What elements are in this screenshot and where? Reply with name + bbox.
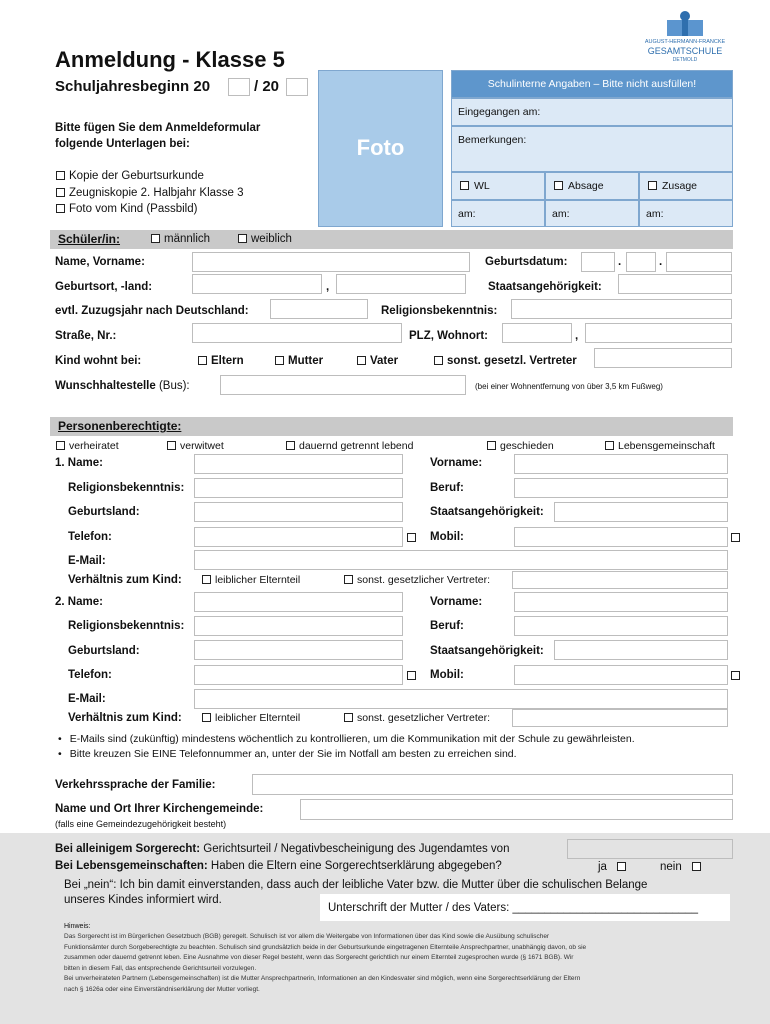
unterlage-foto[interactable]: Foto vom Kind (Passbild) (56, 203, 197, 215)
staatsang-label: Staatsangehörigkeit: (488, 281, 602, 293)
lebens-line (55, 860, 502, 872)
geburtsdatum-month[interactable] (626, 252, 656, 272)
wohnort-field[interactable] (585, 323, 732, 343)
p2-beruf-label: Beruf: (430, 620, 464, 632)
religion-field[interactable] (511, 299, 732, 319)
checkbox[interactable] (460, 181, 469, 190)
nein-checkbox[interactable] (692, 862, 701, 871)
plz-label: PLZ, Wohnort: (409, 330, 488, 342)
wl-am-cell[interactable]: am: (451, 200, 545, 227)
checkbox[interactable] (56, 441, 65, 450)
unterlage-geburtsurkunde[interactable]: Kopie der Geburtsurkunde (56, 170, 204, 182)
absage-am-cell[interactable]: am: (545, 200, 639, 227)
p2-verhaeltnis-label: Verhältnis zum Kind: (68, 712, 182, 724)
p1-leiblich[interactable]: leiblicher Elternteil (202, 574, 300, 586)
page-title: Anmeldung - Klasse 5 (55, 47, 285, 72)
p1-vorname-field[interactable] (514, 454, 728, 474)
logo-line-2: GESAMTSCHULE (647, 46, 723, 56)
wohnt-eltern[interactable]: Eltern (198, 355, 244, 367)
checkbox[interactable] (202, 575, 211, 584)
p2-vorname-field[interactable] (514, 592, 728, 612)
p1-religion-field[interactable] (194, 478, 403, 498)
zusage-am-cell[interactable]: am: (639, 200, 733, 227)
p1-name-field[interactable] (194, 454, 403, 474)
wohnt-mutter[interactable]: Mutter (275, 355, 323, 367)
checkbox[interactable] (554, 181, 563, 190)
p1-beruf-label: Beruf: (430, 482, 464, 494)
geburtsort-field[interactable] (192, 274, 322, 294)
unterschrift-box[interactable] (320, 894, 730, 921)
foto-label: Foto (356, 135, 405, 160)
strasse-label: Straße, Nr.: (55, 330, 117, 342)
nein-line-2: unseres Kindes informiert wird. (64, 894, 222, 906)
p1-geburtsland-field[interactable] (194, 502, 403, 522)
p2-name-field[interactable] (194, 592, 403, 612)
p2-mobil-checkbox[interactable] (731, 671, 740, 680)
schuljahr-field-2[interactable] (286, 78, 308, 96)
wunsch-note: (bei einer Wohnentfernung von über 3,5 km Fußweg) (475, 382, 663, 391)
geburtsdatum-year[interactable] (666, 252, 732, 272)
checkbox[interactable] (344, 575, 353, 584)
p1-vorname-label: Vorname: (430, 457, 483, 469)
wohnt-bei-label: Kind wohnt bei: (55, 355, 142, 367)
comma: , (575, 330, 579, 342)
checkbox[interactable] (56, 188, 65, 197)
gender-weiblich[interactable]: weiblich (238, 233, 292, 245)
geburtsort-label: Geburtsort, -land: (55, 281, 153, 293)
p2-email-label: E-Mail: (68, 693, 106, 705)
p1-mobil-field[interactable] (514, 527, 728, 547)
sprache-field[interactable] (252, 774, 733, 795)
status-verwitwet[interactable]: verwitwet (167, 440, 224, 452)
p2-beruf-field[interactable] (514, 616, 728, 636)
geburtsdatum-day[interactable] (581, 252, 615, 272)
nein-line-1: Bei „nein“: Ich bin damit einverstanden, dass auch der leibliche Vater bzw. die Mutter über die schulischen Belange (64, 879, 648, 891)
p1-vertreter-field[interactable] (512, 571, 728, 589)
foto-box[interactable] (318, 70, 443, 227)
date-dot: . (618, 256, 622, 268)
status-verheiratet[interactable]: verheiratet (56, 440, 119, 452)
hinweis-line: bitten in diesem Fall, das entsprechende Gerichtsurteil vorzulegen. (64, 964, 257, 972)
p1-religion-label: Religionsbekenntnis: (68, 482, 185, 494)
geburtsland-field[interactable] (336, 274, 466, 294)
religion-label: Religionsbekenntnis: (381, 305, 498, 317)
unterlage-zeugnis[interactable]: Zeugniskopie 2. Halbjahr Klasse 3 (56, 187, 244, 199)
geburtsdatum-label: Geburtsdatum: (485, 256, 568, 268)
checkbox[interactable] (151, 234, 160, 243)
p1-name-label: 1. Name: (55, 457, 103, 469)
p2-telefon-checkbox[interactable] (407, 671, 416, 680)
comma: , (326, 281, 330, 293)
zuzug-label: evtl. Zuzugsjahr nach Deutschland: (55, 305, 249, 317)
p1-mobil-checkbox[interactable] (731, 533, 740, 542)
hinweis-line: Bei unverheirateten Partnern (Lebensgemeinschaften) ist die Mutter Ansprechpartnerin, Informationen an den Kindesvater sind möglich, wenn eine Sorgerechtserklärung der Eltern (64, 975, 581, 982)
lebens-bold: Bei Lebensgemeinschaften: (55, 860, 208, 872)
p1-vertreter[interactable]: sonst. gesetzlicher Vertreter: (344, 574, 490, 586)
allein-line (55, 843, 509, 855)
p2-staatsang-label: Staatsangehörigkeit: (430, 645, 544, 657)
jugendamt-field[interactable] (567, 839, 733, 859)
hinweis-title: Hinweis: (64, 923, 91, 930)
status-getrennt[interactable]: dauernd getrennt lebend (286, 440, 413, 452)
checkbox[interactable] (344, 713, 353, 722)
unterlagen-intro-2: folgende Unterlagen bei: (55, 138, 190, 150)
vertreter-field[interactable] (594, 348, 732, 368)
kirche-note: (falls eine Gemeindezugehörigkeit besteht) (55, 819, 227, 829)
checkbox[interactable] (202, 713, 211, 722)
absage-cell[interactable]: Absage (545, 172, 639, 200)
bullet-telefon: • Bitte kreuzen Sie EINE Telefonnummer an, unter der Sie im Notfall am besten zu erreichen sind. (58, 748, 517, 760)
checkbox[interactable] (238, 234, 247, 243)
logo-line-1: AUGUST-HERMANN-FRANCKE (644, 39, 726, 45)
schuljahr-field-1[interactable] (228, 78, 250, 96)
checkbox[interactable] (605, 441, 614, 450)
schueler-section-header: Schüler/in: (50, 230, 733, 249)
hinweis-line: zusammen oder dauernd getrennt leben. Eine Ausnahme von dieser Regel besteht, wenn das Sorgerecht gerichtlich nur einem Elternteil zugesprochen wurde (§ 1671 BGB). Wir (64, 954, 574, 961)
wl-cell[interactable]: WL (451, 172, 545, 200)
checkbox[interactable] (286, 441, 295, 450)
sprache-label: Verkehrssprache der Familie: (55, 779, 216, 791)
p2-geburtsland-label: Geburtsland: (68, 645, 140, 657)
bullet-email: • E-Mails sind (zukünftig) mindestens wöchentlich zu kontrollieren, um die Kommunikation mit der Schule zu gewährleisten. (58, 733, 635, 745)
logo-line-3: DETMOLD (672, 57, 698, 63)
allein-rest: Gerichtsurteil / Negativbescheinigung des Jugendamtes von (200, 843, 510, 855)
checkbox[interactable] (56, 204, 65, 213)
school-internal-box (451, 70, 733, 227)
p2-name-label: 2. Name: (55, 596, 103, 608)
nein-label: nein (660, 861, 682, 873)
name-field[interactable] (192, 252, 470, 272)
p2-mobil-field[interactable] (514, 665, 728, 685)
p2-vertreter[interactable]: sonst. gesetzlicher Vertreter: (344, 712, 490, 724)
staatsang-field[interactable] (618, 274, 732, 294)
p2-geburtsland-field[interactable] (194, 640, 403, 660)
eingegangen-cell[interactable]: Eingegangen am: (451, 98, 733, 126)
checkbox[interactable] (198, 356, 207, 365)
status-geschieden[interactable]: geschieden (487, 440, 554, 452)
unterschrift-label: Unterschrift der Mutter / des Vaters: _____________________________ (328, 902, 698, 914)
allein-bold: Bei alleinigem Sorgerecht: (55, 843, 201, 855)
zusage-cell[interactable]: Zusage (639, 172, 733, 200)
p2-telefon-label: Telefon: (68, 669, 112, 681)
date-dot: . (659, 256, 663, 268)
strasse-field[interactable] (192, 323, 402, 343)
plz-field[interactable] (502, 323, 572, 343)
school-logo (640, 10, 730, 62)
checkbox[interactable] (434, 356, 443, 365)
p1-staatsang-field[interactable] (554, 502, 728, 522)
hinweis-line: Funktionsämter durch Sorgeberechtigte zu beachten. Schulisch sind grundsätzlich beide in der Geburtsurkunde eingetragenen Elternteile Ansprechpartner, unabhängig davon, ob sie (64, 943, 587, 951)
p2-leiblich[interactable]: leiblicher Elternteil (202, 712, 300, 724)
checkbox[interactable] (487, 441, 496, 450)
checkbox[interactable] (357, 356, 366, 365)
name-label: Name, Vorname: (55, 256, 145, 268)
p1-telefon-field[interactable] (194, 527, 403, 547)
ja-label: ja (598, 861, 607, 873)
schuljahr-label: Schuljahresbeginn 20 (55, 78, 211, 95)
hinweis-block (64, 932, 732, 995)
p1-telefon-label: Telefon: (68, 531, 112, 543)
personen-section-header: Personenberechtigte: (50, 417, 733, 436)
wunsch-field[interactable] (220, 375, 466, 395)
wunsch-label (55, 380, 190, 392)
hinweis-line: Das Sorgerecht ist im Bürgerlichen Gesetzbuch (BGB) geregelt. Schulisch ist vor allem die Weitergabe von Informationen über das Kind sowie die Ausübung schulischer (64, 933, 550, 940)
wunsch-bold: Wunschhaltestelle (55, 380, 156, 392)
p2-religion-label: Religionsbekenntnis: (68, 620, 185, 632)
lebens-rest: Haben die Eltern eine Sorgerechtserklärung abgegeben? (207, 860, 502, 872)
p2-vertreter-field[interactable] (512, 709, 728, 727)
p1-mobil-label: Mobil: (430, 531, 464, 543)
p2-religion-field[interactable] (194, 616, 403, 636)
hinweis-line: nach § 1626a oder eine Einverständniserklärung der Mutter vorliegt. (64, 985, 260, 993)
wohnt-vertreter[interactable]: sonst. gesetzl. Vertreter (434, 355, 577, 367)
checkbox[interactable] (275, 356, 284, 365)
p1-email-field[interactable] (194, 550, 728, 570)
p1-geburtsland-label: Geburtsland: (68, 506, 140, 518)
unterlagen-intro-1: Bitte fügen Sie dem Anmeldeformular (55, 122, 261, 134)
p1-telefon-checkbox[interactable] (407, 533, 416, 542)
kirche-field[interactable] (300, 799, 733, 820)
p2-telefon-field[interactable] (194, 665, 403, 685)
wohnt-vater[interactable]: Vater (357, 355, 398, 367)
gender-maennlich[interactable]: männlich (151, 233, 210, 245)
p2-mobil-label: Mobil: (430, 669, 464, 681)
schuljahr-sep: / 20 (254, 78, 280, 95)
book-tree-icon (665, 10, 705, 38)
p1-verhaeltnis-label: Verhältnis zum Kind: (68, 574, 182, 586)
p2-vorname-label: Vorname: (430, 596, 483, 608)
checkbox[interactable] (167, 441, 176, 450)
p1-beruf-field[interactable] (514, 478, 728, 498)
zuzug-field[interactable] (270, 299, 368, 319)
ja-checkbox[interactable] (617, 862, 626, 871)
kirche-label: Name und Ort Ihrer Kirchengemeinde: (55, 803, 264, 815)
p1-staatsang-label: Staatsangehörigkeit: (430, 506, 544, 518)
p2-staatsang-field[interactable] (554, 640, 728, 660)
school-box-title: Schulinterne Angaben – Bitte nicht ausfüllen! (451, 70, 733, 98)
p2-email-field[interactable] (194, 689, 728, 709)
p1-email-label: E-Mail: (68, 555, 106, 567)
wunsch-rest: (Bus): (155, 380, 190, 392)
checkbox[interactable] (56, 171, 65, 180)
checkbox[interactable] (648, 181, 657, 190)
bemerkungen-cell[interactable]: Bemerkungen: (451, 126, 733, 172)
status-lebensgemeinschaft[interactable]: Lebensgemeinschaft (605, 440, 715, 452)
